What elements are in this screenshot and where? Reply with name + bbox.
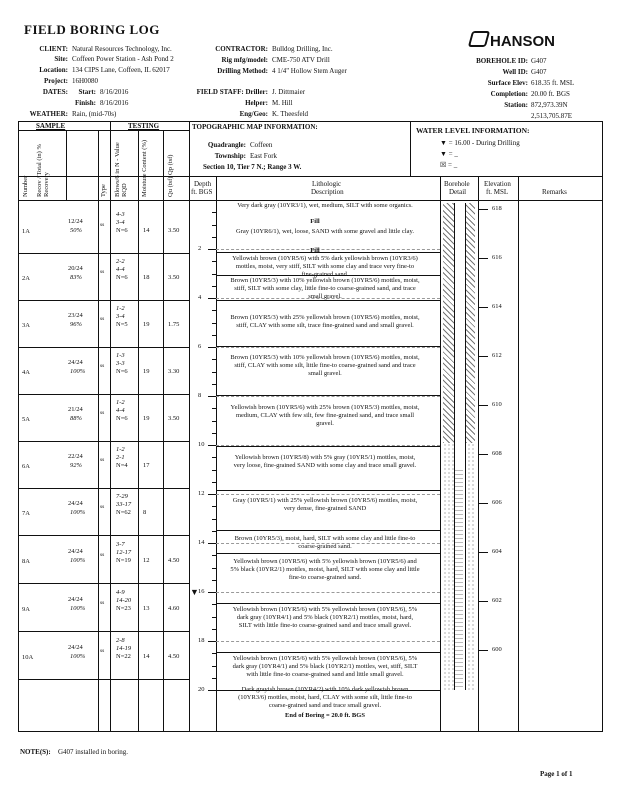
depth-tick-label: 14 [198,539,205,546]
lithology-description: Yellowish brown (10YR5/6) with 5% dark yellowish brown (10YR3/6) mottles, moist, very stiff, SILT with some clay and trace very fine-to fine-grained sand. [232,255,418,278]
depth-tick [212,310,216,311]
water-level-marker-icon: ▼ [190,587,199,597]
water-level-2: ▼ = _ [440,150,458,158]
elevation-tick-label: 616 [492,253,502,261]
township-label: Township: [214,152,246,160]
helper-value: M. Hill [272,99,293,107]
depth-tick [212,617,216,618]
sample-number: 8A [22,558,30,565]
sample-n-value: N=5 [116,321,128,328]
rig-label: Rig mfg/model: [221,56,268,64]
sample-n-value: N=4 [116,462,128,469]
depth-tick [208,249,216,250]
elevation-tick-label: 614 [492,302,502,310]
elevation-tick-label: 604 [492,547,502,555]
unit-boundary [216,690,440,691]
lithology-description: Fill [310,247,320,254]
sample-moisture: 17 [143,462,150,469]
col-lithologic: Lithologic [312,180,342,188]
completion-value: 20.00 ft. BGS [531,90,570,98]
borehole-id-label: BOREHOLE ID: [476,57,528,65]
sample-recovery-pct: 88% [70,415,82,422]
lithology-description: Yellowish brown (10YR5/6) with 25% brown (10YR5/3) mottles, moist, medium, CLAY with few silt, few fine-grained sand, and trace small gravel. [230,404,420,427]
elevation-tick [478,258,488,259]
sample-blows: 1-2 [116,305,125,312]
sample-row-divider [18,300,189,301]
sample-blows-2: 12-17 [116,549,132,556]
depth-tick [212,457,216,458]
sample-recovery: 21/24 [68,406,83,413]
sample-qu: 3.50 [168,415,180,422]
depth-tick [208,592,216,593]
sample-n-value: N=6 [116,415,128,422]
sample-n-value: N=6 [116,368,128,375]
sample-recovery-pct: 100% [70,653,86,660]
sample-number: 4A [22,369,30,376]
depth-tick [212,653,216,654]
sample-number: 3A [22,322,30,329]
sample-row-divider [18,583,189,584]
testing-heading: TESTING [128,122,160,130]
depth-tick-label: 4 [198,294,202,301]
water-heading: WATER LEVEL INFORMATION: [416,126,530,135]
unit-boundary [216,530,440,531]
sample-blows: 3-7 [116,541,125,548]
station-value-2: 2,513,705.87E [531,112,573,120]
depth-tick-label: 10 [198,441,205,448]
page-title: FIELD BORING LOG [24,22,160,37]
sample-row-divider [18,347,189,348]
sample-blows-2: 4-4 [116,266,125,273]
elevation-tick [478,454,488,455]
driller-value: J. Dittmaier [272,88,306,96]
end-of-boring: End of Boring = 20.0 ft. BGS [285,712,365,719]
depth-tick [212,225,216,226]
company-logo [470,31,556,50]
sample-row-divider [18,394,189,395]
sample-qu: 1.75 [168,321,180,328]
depth-tick-label: 2 [198,245,202,252]
project-label: Project: [44,77,68,85]
sample-qu: 4.60 [168,605,180,612]
col-moisture: Moisture Content (%) [141,139,148,197]
sample-moisture: 12 [143,557,150,564]
sample-number: 2A [22,275,30,282]
unit-boundary [216,603,440,604]
depth-tick [212,568,216,569]
sample-blows: 7-29 [116,493,128,500]
lithology-description: Fill [310,218,320,225]
col-elevation-unit: ft. MSL [486,188,509,196]
sample-type: ss [100,504,105,510]
section-value: Section 10, Tier 7 N.; Range 3 W. [203,163,302,171]
depth-tick-label: 16 [198,588,205,595]
sample-n-value: N=6 [116,227,128,234]
sample-recovery-pct: 100% [70,605,86,612]
depth-tick [212,666,216,667]
elevation-tick-label: 606 [492,498,502,506]
sample-recovery-pct: 96% [70,321,82,328]
water-level-1: ▼ = 16.00 - During Drilling [440,139,520,147]
weather-value: Rain, (mid-70s) [72,110,117,118]
sample-number: 9A [22,606,30,613]
depth-tick [212,323,216,324]
depth-tick [208,347,216,348]
project-value: 16H0080 [72,77,99,85]
lithology-description: Brown (10YR5/3) with 10% yellowish brown (10YR5/6) mottles, moist, stiff, CLAY with some silt, little fine-to coarse-grained sand and trace small gravel. [230,354,420,377]
elevation-tick [478,503,488,504]
dates-label: DATES: [42,88,68,96]
sample-recovery: 24/24 [68,644,83,651]
sample-n-value: N=23 [116,605,131,612]
col-number: Number [22,175,29,197]
method-label: Drilling Method: [217,67,268,75]
method-value: 4 1/4" Hollow Stem Auger [272,67,347,75]
logo-icon [468,31,490,47]
sample-blows: 4-3 [116,211,125,218]
depth-tick [212,384,216,385]
sample-blows: 1-3 [116,352,125,359]
sample-blows-2: 3-3 [116,360,125,367]
lithology-description: Brown (10YR5/3), moist, hard, SILT with some clay and little fine-to coarse-grained sand. [234,535,416,550]
depth-tick [212,335,216,336]
sample-type: ss [100,552,105,558]
sample-row-divider [18,253,189,254]
depth-tick [208,445,216,446]
sample-recovery: 24/24 [68,548,83,555]
col-borehole: Borehole [444,180,470,188]
logo-text: HANSON [490,33,556,50]
sample-type: ss [100,222,105,228]
rig-value: CME-750 ATV Drill [272,56,330,64]
elevation-tick-label: 600 [492,645,502,653]
sample-type: ss [100,648,105,654]
sample-recovery-pct: 100% [70,557,86,564]
weather-label: WEATHER: [29,110,68,118]
depth-tick-label: 12 [198,490,205,497]
depth-tick [212,678,216,679]
sample-row-divider [18,488,189,489]
sample-type: ss [100,457,105,463]
sample-row-divider [18,441,189,442]
depth-gridline [216,494,440,495]
unit-boundary [216,553,440,554]
sample-blows-2: 3-4 [116,219,125,226]
depth-tick [212,421,216,422]
sample-n-value: N=22 [116,653,131,660]
depth-tick-label: 18 [198,637,205,644]
depth-tick [212,261,216,262]
elevation-tick [478,552,488,553]
col-borehole-detail: Detail [449,188,467,196]
depth-tick [212,604,216,605]
surface-elev-value: 618.35 ft. MSL [531,79,575,87]
sample-qu: 4.50 [168,653,180,660]
sample-moisture: 18 [143,274,150,281]
sample-recovery: 12/24 [68,218,83,225]
sample-recovery: 22/24 [68,453,83,460]
col-elevation: Elevation [484,180,511,188]
unit-boundary [216,490,440,491]
depth-tick [212,629,216,630]
depth-tick [212,372,216,373]
depth-tick [208,690,216,691]
sample-qu: 3.50 [168,274,180,281]
col-blows: Blows/6 in N - Value RQD [114,142,128,197]
sample-moisture: 14 [143,653,150,660]
sample-moisture: 19 [143,321,150,328]
col-type: Type [100,184,107,197]
unit-boundary [216,252,440,253]
unit-boundary [216,275,440,276]
contractor-label: CONTRACTOR: [215,45,268,53]
sample-type: ss [100,316,105,322]
sample-number: 5A [22,416,30,423]
lithology-description: Gray (10YR6/1), wet, loose, SAND with some gravel and little clay. [236,228,414,235]
sample-moisture: 19 [143,415,150,422]
sample-moisture: 8 [143,509,147,516]
sample-type: ss [100,410,105,416]
well-id-value: G407 [531,68,547,76]
finish-value: 8/16/2016 [100,99,129,107]
quadrangle-value: Coffeen [250,141,273,149]
lithology-description: Yellowish brown (10YR5/8) with 5% gray (10YR5/1) mottles, moist, very loose, fine-grained SAND with some clay and trace small gravel. [233,454,417,469]
sample-moisture: 13 [143,605,150,612]
sample-recovery-pct: 83% [70,274,82,281]
sample-blows-2: 14-20 [116,597,132,604]
client-value: Natural Resources Technology, Inc. [72,45,172,53]
sample-recovery: 24/24 [68,500,83,507]
sample-blows: 2-8 [116,637,125,644]
sample-moisture: 19 [143,368,150,375]
depth-tick [212,286,216,287]
sample-blows: 4-9 [116,589,125,596]
depth-tick [212,359,216,360]
sample-heading: SAMPLE [36,122,66,130]
col-description: Description [311,188,344,196]
sample-recovery: 24/24 [68,596,83,603]
sample-n-value: N=19 [116,557,131,564]
lithology-description: Dark grayish brown (10YR4/2) with 10% dark yellowish brown (10YR3/6) mottles, moist, hard, CLAY with some silt, little fine-to coarse-grained sand and trace small gravel. [238,686,412,709]
client-label: CLIENT: [39,45,68,53]
sample-qu: 3.30 [168,368,180,375]
unit-boundary [216,300,440,301]
col-remarks: Remarks [542,188,567,196]
lithology-description: Brown (10YR5/3) with 10% yellowish brown (10YR5/6) mottles, moist, stiff, SILT with some clay, little fine-to coarse-grained sand, and trace small gravel. [230,277,420,300]
site-value: Coffeen Power Station - Ash Pond 2 [72,55,174,63]
finish-label: Finish: [74,99,96,107]
sample-n-value: N=62 [116,509,131,516]
sample-blows-2: 4-4 [116,407,125,414]
depth-tick [212,482,216,483]
depth-tick [212,506,216,507]
lithology-description: Yellowish brown (10YR5/6) with 5% yellowish brown (10YR5/6), 5% dark gray (10YR4/1) and 5% black (10YR2/1) mottles, moist, hard, SILT with little fine-to coarse-grained sand and trace small gravel. [232,606,418,629]
unit-boundary [216,346,440,347]
site-label: Site: [54,55,68,63]
page-number: Page 1 of 1 [540,770,573,778]
sample-type: ss [100,600,105,606]
location-label: Location: [39,66,68,74]
depth-tick-label: 20 [198,686,205,693]
location-value: 134 CIPS Lane, Coffeen, IL 62017 [72,66,170,74]
eng-value: K. Theesfeld [272,110,309,118]
helper-label: Helper: [245,99,268,107]
driller-label: FIELD STAFF: Driller: [196,88,268,96]
depth-tick [212,580,216,581]
sample-recovery: 24/24 [68,359,83,366]
sample-recovery: 20/24 [68,265,83,272]
elevation-tick-label: 608 [492,449,502,457]
well-id-label: Well ID: [502,68,528,76]
sample-n-value: N=6 [116,274,128,281]
elevation-tick [478,601,488,602]
depth-gridline [216,641,440,642]
depth-tick [208,396,216,397]
sample-qu: 3.50 [168,227,180,234]
sample-qu: 4.50 [168,557,180,564]
depth-tick-label: 6 [198,343,202,350]
sample-number: 6A [22,463,30,470]
lithology-description: Very dark gray (10YR3/1), wet, medium, SILT with some organics. [237,202,413,209]
borehole-id-value: G407 [531,57,547,65]
col-depth-unit: ft. BGS [191,188,213,196]
sample-row-divider [18,535,189,536]
depth-tick [212,555,216,556]
depth-tick [208,543,216,544]
sample-blows-2: 14-19 [116,645,132,652]
depth-tick-label: 8 [198,392,202,399]
sample-blows-2: 3-4 [116,313,125,320]
completion-label: Completion: [490,90,528,98]
start-label: Start: [78,88,96,96]
elevation-tick [478,650,488,651]
sample-number: 7A [22,510,30,517]
sample-blows: 2-2 [116,258,125,265]
depth-tick [208,494,216,495]
sample-recovery-pct: 92% [70,462,82,469]
unit-boundary [216,446,440,447]
depth-tick [212,212,216,213]
unit-boundary [216,652,440,653]
depth-tick [212,237,216,238]
depth-tick [212,408,216,409]
eng-label: Eng/Geo: [239,110,268,118]
depth-tick [208,298,216,299]
sample-type: ss [100,269,105,275]
map-info-heading: TOPOGRAPHIC MAP INFORMATION: [192,123,318,131]
elevation-tick [478,209,488,210]
depth-tick [212,519,216,520]
water-level-3: ☒ = _ [440,161,458,169]
sample-blows: 1-2 [116,446,125,453]
notes-label: NOTE(S): [20,748,51,756]
sample-number: 10A [22,654,34,661]
elevation-tick-label: 610 [492,400,502,408]
sample-number: 1A [22,228,30,235]
notes-value: G407 installed in boring. [58,748,128,756]
elevation-tick [478,405,488,406]
lithology-description: Yellowish brown (10YR5/6) with 5% yellowish brown (10YR5/6), 5% dark gray (10YR4/1) and 5% black (10YR2/1) mottles, wet, stiff, SILT with little fine-to coarse-grained sand and little small gravel. [232,655,418,678]
start-value: 8/16/2016 [100,88,129,96]
township-value: East Fork [250,152,278,160]
depth-tick [208,200,216,201]
elevation-tick [478,356,488,357]
lithology-description: Yellowish brown (10YR5/6) with 5% yellowish brown (10YR5/6) and 5% black (10YR2/1) mottles, moist, hard, SILT with some clay and little fine-to coarse-grained sand. [230,558,420,581]
contractor-value: Bulldog Drilling, Inc. [272,45,333,53]
sample-row-divider [18,679,189,680]
lithology-description: Brown (10YR5/3) with 25% yellowish brown (10YR5/6) mottles, moist, stiff, CLAY with some silt, trace fine-grained sand and small gravel. [230,314,420,329]
depth-tick [208,641,216,642]
depth-gridline [216,347,440,348]
well-screen [455,470,463,690]
col-recovery: Recov / Total (in) % Recovery [36,144,50,197]
elevation-tick-label: 618 [492,204,502,212]
sample-recovery-pct: 50% [70,227,82,234]
elevation-tick [478,307,488,308]
sample-row-divider [18,631,189,632]
depth-tick [212,470,216,471]
col-qu: Qu (tsf) Qp (tsf) [167,154,174,197]
station-label: Station: [504,101,528,109]
sample-moisture: 14 [143,227,150,234]
sample-blows: 1-2 [116,399,125,406]
depth-gridline [216,592,440,593]
sample-blows-2: 2-1 [116,454,125,461]
station-value: 872,973.39N [531,101,568,109]
elevation-tick-label: 612 [492,351,502,359]
quadrangle-label: Quadrangle: [207,141,246,149]
sample-blows-2: 33-17 [116,501,132,508]
elevation-tick-label: 602 [492,596,502,604]
surface-elev-label: Surface Elev: [487,79,528,87]
sample-recovery-pct: 100% [70,368,86,375]
depth-tick [212,433,216,434]
depth-gridline [216,396,440,397]
sample-recovery: 23/24 [68,312,83,319]
lithology-description: Gray (10YR5/1) with 25% yellowish brown (10YR5/6) mottles, moist, very dense, fine-grained SAND [232,497,418,512]
unit-boundary [216,395,440,396]
col-depth: Depth [194,180,212,188]
sample-recovery-pct: 100% [70,509,86,516]
sample-type: ss [100,363,105,369]
